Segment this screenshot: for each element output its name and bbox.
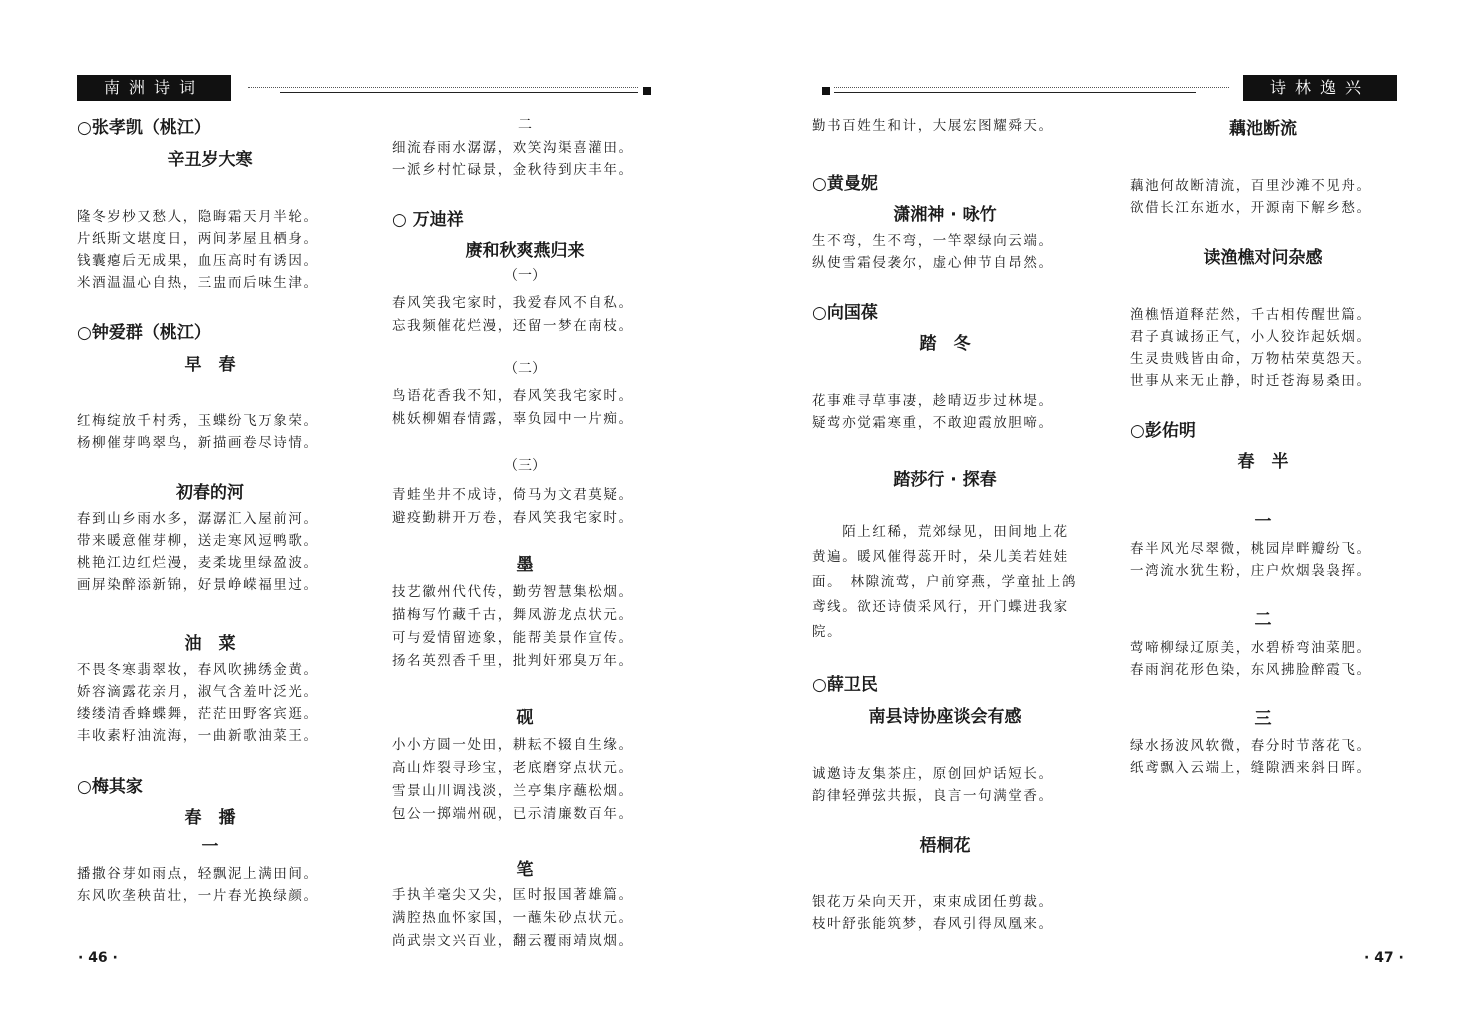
poem-line: 一派乡村忙碌景，金秋待到庆丰年。 <box>392 162 634 178</box>
poem-line: 鸟语花香我不知，春风笑我宅家时。 <box>392 388 634 404</box>
poem-line: 渔樵悟道释茫然，千古相传醒世篇。 <box>1130 307 1372 323</box>
poem-line: 韵律轻弹弦共振，良言一句满堂香。 <box>812 788 1054 804</box>
poet-name: ○张孝凯（桃江） <box>77 118 211 138</box>
poem-title: 梧桐花 <box>919 836 971 856</box>
poem-title: 油 菜 <box>184 634 236 654</box>
poem-line: 春风笑我宅家时，我爱春风不自私。 <box>392 295 634 311</box>
poem-line: 杨柳催芽鸣翠鸟，新描画卷尽诗情。 <box>77 435 319 451</box>
poem-line: 莺啼柳绿辽原美，水碧桥弯油菜肥。 <box>1130 640 1372 656</box>
poem-line: 春到山乡雨水多，潺潺汇入屋前河。 <box>77 511 319 527</box>
poem-title: 一 <box>1254 512 1272 532</box>
right-page-column-1 <box>812 0 1082 1020</box>
poem-line: 君子真诚扬正气，小人狡诈起妖烟。 <box>1130 329 1372 345</box>
poem-line: 丰收素籽油流海，一曲新歌油菜王。 <box>77 728 319 744</box>
poem-line: 桃妖柳媚春情露，辜负园中一片痴。 <box>392 411 634 427</box>
poem-line: 春雨润花形色染，东风拂脸醉霞飞。 <box>1130 662 1372 678</box>
poem-title: 踏 冬 <box>919 334 971 354</box>
poem-line: 手执羊毫尖又尖，匡时报国著雄篇。 <box>392 887 634 903</box>
poem-section-label: 二 <box>518 117 532 133</box>
poet-name: ○黄曼妮 <box>812 174 878 194</box>
poem-title: 春 播 <box>184 808 236 828</box>
poem-line: 包公一掷端州砚，已示清廉数百年。 <box>392 806 634 822</box>
poem-line: 扬名英烈香千里，批判奸邪臭万年。 <box>392 653 634 669</box>
poet-name: ○钟爱群（桃江） <box>77 323 211 343</box>
poem-line: 红梅绽放千村秀，玉蝶纷飞万象荣。 <box>77 413 319 429</box>
poem-title: 南县诗协座谈会有感 <box>868 707 1022 727</box>
left-page-column-2 <box>392 0 660 1020</box>
poem-line: 片纸斯文堪度日，两间茅屋且栖身。 <box>77 231 319 247</box>
poem-line: 纵使雪霜侵袭尔，虚心伸节自昂然。 <box>812 255 1054 271</box>
poem-line: 生灵贵贱皆由命，万物枯荣莫怨天。 <box>1130 351 1372 367</box>
poem-line: 避疫勤耕开万卷，春风笑我宅家时。 <box>392 510 634 526</box>
poem-line: 银花万朵向天开，束束成团任剪裁。 <box>812 894 1054 910</box>
poem-prose: 陌上红稀，荒郊绿见，田间地上花黄遍。暖风催得蕊开时，朵儿美若娃娃面。 林隙流莺，户前穿燕，学童扯上鸽鸢线。欲还诗债采风行，开门蝶进我家院。 <box>812 524 1078 640</box>
poem-title: 二 <box>1254 610 1272 630</box>
poem-section-label: （三） <box>504 458 546 474</box>
poem-line: 勤书百姓生和计，大展宏图耀舜天。 <box>812 118 1054 134</box>
poet-name: ○梅其家 <box>77 777 143 797</box>
poem-line: 隆冬岁杪又愁人，隐晦霜天月半轮。 <box>77 209 319 225</box>
poem-line: 小小方圆一处田，耕耘不辍自生缘。 <box>392 737 634 753</box>
poem-line: 花事难寻草事凄，趁晴迈步过林堤。 <box>812 393 1054 409</box>
poem-line: 疑莺亦觉霜寒重，不敢迎霞放胆啼。 <box>812 415 1054 431</box>
poem-title: 砚 <box>516 708 534 728</box>
poem-line: 世事从来无止静，时迁苍海易桑田。 <box>1130 373 1372 389</box>
poem-line: 青蛙坐井不成诗，倚马为文君莫疑。 <box>392 487 634 503</box>
poem-line: 技艺徽州代代传，勤劳智慧集松烟。 <box>392 584 634 600</box>
poet-name: ○ 万迪祥 <box>392 210 464 230</box>
left-header-title: 南洲诗词 <box>77 75 231 101</box>
poet-name: ○薛卫民 <box>812 675 878 695</box>
poem-line: 娇容滴露花亲月，淑气含羞叶泛光。 <box>77 684 319 700</box>
poem-line: 藕池何故断清流，百里沙滩不见舟。 <box>1130 178 1372 194</box>
poem-line: 枝叶舒张能筑梦，春风引得凤凰来。 <box>812 916 1054 932</box>
poem-line: 尚武崇文兴百业，翻云覆雨靖岚烟。 <box>392 933 634 949</box>
poem-line: 东风吹垄秧苗壮，一片春光换绿颜。 <box>77 888 319 904</box>
poem-line: 桃艳江边红烂漫，麦柔垅里绿盈波。 <box>77 555 319 571</box>
poem-line: 诚邀诗友集茶庄，原创回炉话短长。 <box>812 766 1054 782</box>
poem-line: 雪景山川调浅淡，兰亭集序蘸松烟。 <box>392 783 634 799</box>
poem-line: 纸鸢飘入云端上，缝隙洒来斜日晖。 <box>1130 760 1372 776</box>
poem-title: 一 <box>201 837 219 857</box>
right-header-title: 诗林逸兴 <box>1243 75 1397 101</box>
poem-title: 潇湘神 · 咏竹 <box>893 205 997 225</box>
poem-title: 春 半 <box>1237 452 1289 472</box>
poem-line: 欲借长江东逝水，开源南下解乡愁。 <box>1130 200 1372 216</box>
poem-title: 藕池断流 <box>1229 119 1297 139</box>
left-page-number: · 46 · <box>78 950 118 966</box>
poem-title: 初春的河 <box>176 483 244 503</box>
poem-title: 笔 <box>516 860 534 880</box>
poem-title: 早 春 <box>184 355 236 375</box>
poem-line: 绿水扬波风软微，春分时节落花飞。 <box>1130 738 1372 754</box>
poem-line: 忘我频催花烂漫，还留一梦在南枝。 <box>392 318 634 334</box>
poem-title: 墨 <box>516 555 534 575</box>
poet-name: ○彭佑明 <box>1130 421 1196 441</box>
poem-line: 缕缕清香蜂蝶舞，茫茫田野客宾逛。 <box>77 706 319 722</box>
poem-line: 带来暖意催芽柳，送走寒风逗鸭歌。 <box>77 533 319 549</box>
poem-title: 踏莎行 · 探春 <box>893 470 997 490</box>
left-page-column-1 <box>77 0 377 1020</box>
poem-line: 画屏染醉添新锦，好景峥嵘福里过。 <box>77 577 319 593</box>
poem-section-label: （一） <box>504 268 546 284</box>
poem-title: 读渔樵对问杂感 <box>1203 248 1323 268</box>
poem-line: 细流春雨水潺潺，欢笑沟渠喜灌田。 <box>392 140 634 156</box>
right-page-number: · 47 · <box>1364 950 1404 966</box>
poem-title: 三 <box>1254 709 1272 729</box>
poem-line: 不畏冬寒翡翠妆，春风吹拂绣金黄。 <box>77 662 319 678</box>
poem-line: 高山炸裂寻珍宝，老底磨穿点状元。 <box>392 760 634 776</box>
poem-title: 辛丑岁大寒 <box>167 150 253 170</box>
poem-line: 春半风光尽翠微，桃园岸畔瓣纷飞。 <box>1130 541 1372 557</box>
poem-line: 描梅写竹藏千古，舞凤游龙点状元。 <box>392 607 634 623</box>
poem-line: 米酒温温心自热，三盅而后味生津。 <box>77 275 319 291</box>
poem-line: 钱囊瘪后无成果，血压高时有诱因。 <box>77 253 319 269</box>
poem-line: 满腔热血怀家国，一蘸朱砂点状元。 <box>392 910 634 926</box>
poem-line: 一湾流水犹生粉，庄户炊烟袅袅挥。 <box>1130 563 1372 579</box>
poem-title: 赓和秋爽燕归来 <box>465 241 585 261</box>
right-page-column-2 <box>1130 0 1400 1020</box>
poem-line: 可与爱情留迹象，能帮美景作宣传。 <box>392 630 634 646</box>
poem-section-label: （二） <box>504 361 546 377</box>
poem-line: 生不弯，生不弯，一竿翠绿向云端。 <box>812 233 1054 249</box>
poem-line: 播撒谷芽如雨点，轻飘泥上满田间。 <box>77 866 319 882</box>
poet-name: ○向国葆 <box>812 303 878 323</box>
